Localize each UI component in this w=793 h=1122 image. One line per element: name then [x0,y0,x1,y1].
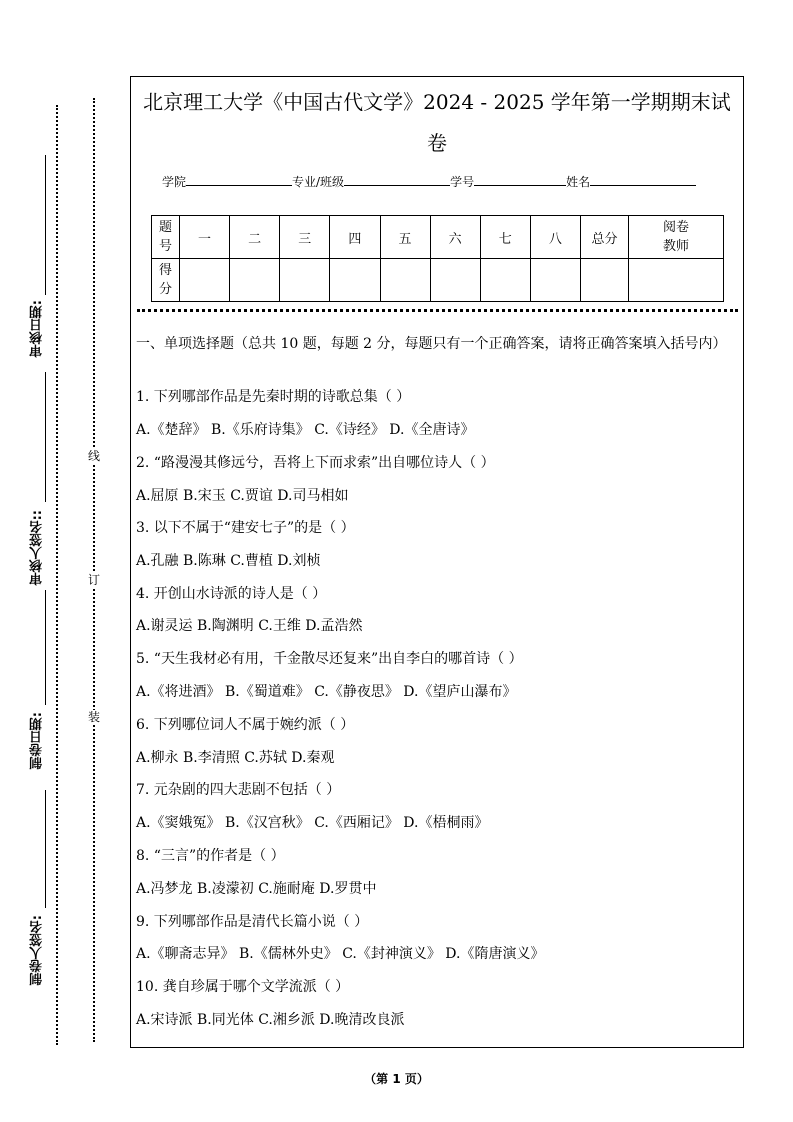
col-8: 八 [530,216,580,259]
col-2: 二 [230,216,280,259]
student-id-field[interactable] [474,172,566,186]
binding-dotted-line-inner [93,98,95,1042]
page-footer: （第 1 页） [364,1072,429,1086]
col-1: 一 [180,216,230,259]
question-7: 7. 元杂剧的四大悲剧不包括（ ） [136,782,341,798]
paper-maker-signature-label: 制卷人签名: [30,915,45,986]
bind-char-bind: 装 [87,710,100,724]
question-3-options: A.孔融 B.陈琳 C.曹植 D.刘桢 [136,553,321,569]
student-info-row [162,172,696,191]
college-label: 学院 [162,175,187,189]
score-cell-1[interactable] [180,259,230,302]
question-6-options: A.柳永 B.李清照 C.苏轼 D.秦观 [136,750,335,766]
question-6: 6. 下列哪位词人不属于婉约派（ ） [136,717,355,733]
college-field[interactable] [186,172,292,186]
question-3: 3. 以下不属于“建安七子”的是（ ） [136,520,355,536]
col-total: 总分 [581,216,629,259]
section-separator [137,309,738,312]
question-4: 4. 开创山水诗派的诗人是（ ） [136,586,327,602]
question-10: 10. 龚自珍属于哪个文学流派（ ） [136,979,350,995]
question-1: 1. 下列哪部作品是先秦时期的诗歌总集（ ） [136,389,411,405]
score-row-header: 得 分 [152,259,180,302]
paper-date-line [45,590,46,705]
score-cell-total[interactable] [581,259,629,302]
question-8: 8. “三言”的作者是（ ） [136,848,285,864]
review-date-label: 审核日期: [30,300,45,358]
col-7: 七 [480,216,530,259]
section-title: 一、单项选择题（总共 10 题，每题 2 分，每题只有一个正确答案，请将正确答案填入括号内） [136,336,727,352]
score-table-score-row [152,259,724,302]
question-9: 9. 下列哪部作品是清代长篇小说（ ） [136,914,369,930]
score-cell-4[interactable] [330,259,380,302]
exam-title-line1: 北京理工大学《中国古代文学》2024 - 2025 学年第一学期期末试 [143,90,731,114]
exam-title-line2: 卷 [427,131,447,155]
bind-char-staple: 订 [87,573,100,587]
question-1-options: A.《楚辞》 B.《乐府诗集》 C.《诗经》 D.《全唐诗》 [136,422,475,438]
question-5: 5. “天生我材必有用，千金散尽还复来”出自李白的哪首诗（ ） [136,651,523,667]
score-cell-8[interactable] [530,259,580,302]
score-cell-reviewer[interactable] [629,259,724,302]
name-field[interactable] [590,172,696,186]
question-10-options: A.宋诗派 B.同光体 C.湘乡派 D.晚清改良派 [136,1012,405,1028]
bind-char-line: 线 [87,449,100,463]
score-table [151,215,724,302]
score-cell-2[interactable] [230,259,280,302]
question-9-options: A.《聊斋志异》 B.《儒林外史》 C.《封神演义》 D.《隋唐演义》 [136,946,545,962]
col-5: 五 [380,216,430,259]
binding-dotted-line-outer [56,105,58,1045]
col-3: 三 [280,216,330,259]
question-2-options: A.屈原 B.宋玉 C.贾谊 D.司马相如 [136,488,349,504]
score-cell-3[interactable] [280,259,330,302]
review-date-line [45,155,46,295]
reviewer-signature-line [45,372,46,502]
paper-date-label: 制卷日期: [30,712,45,770]
score-cell-7[interactable] [480,259,530,302]
reviewer-header: 阅卷 教师 [629,216,724,259]
question-number-header: 题 号 [152,216,180,259]
question-8-options: A.冯梦龙 B.凌濛初 C.施耐庵 D.罗贯中 [136,881,377,897]
major-field[interactable] [344,172,450,186]
score-cell-5[interactable] [380,259,430,302]
major-label: 专业/班级 [292,175,345,189]
col-6: 六 [430,216,480,259]
name-label: 姓名 [566,175,591,189]
col-4: 四 [330,216,380,259]
student-id-label: 学号 [450,175,475,189]
paper-maker-signature-line [45,790,46,908]
score-table-header-row [152,216,724,259]
score-cell-6[interactable] [430,259,480,302]
reviewer-signature-label: 审核人签名:: [30,510,45,586]
question-2: 2. “路漫漫其修远兮，吾将上下而求索”出自哪位诗人（ ） [136,455,495,471]
question-5-options: A.《将进酒》 B.《蜀道难》 C.《静夜思》 D.《望庐山瀑布》 [136,684,517,700]
question-4-options: A.谢灵运 B.陶渊明 C.王维 D.孟浩然 [136,618,363,634]
question-7-options: A.《窦娥冤》 B.《汉宫秋》 C.《西厢记》 D.《梧桐雨》 [136,815,489,831]
